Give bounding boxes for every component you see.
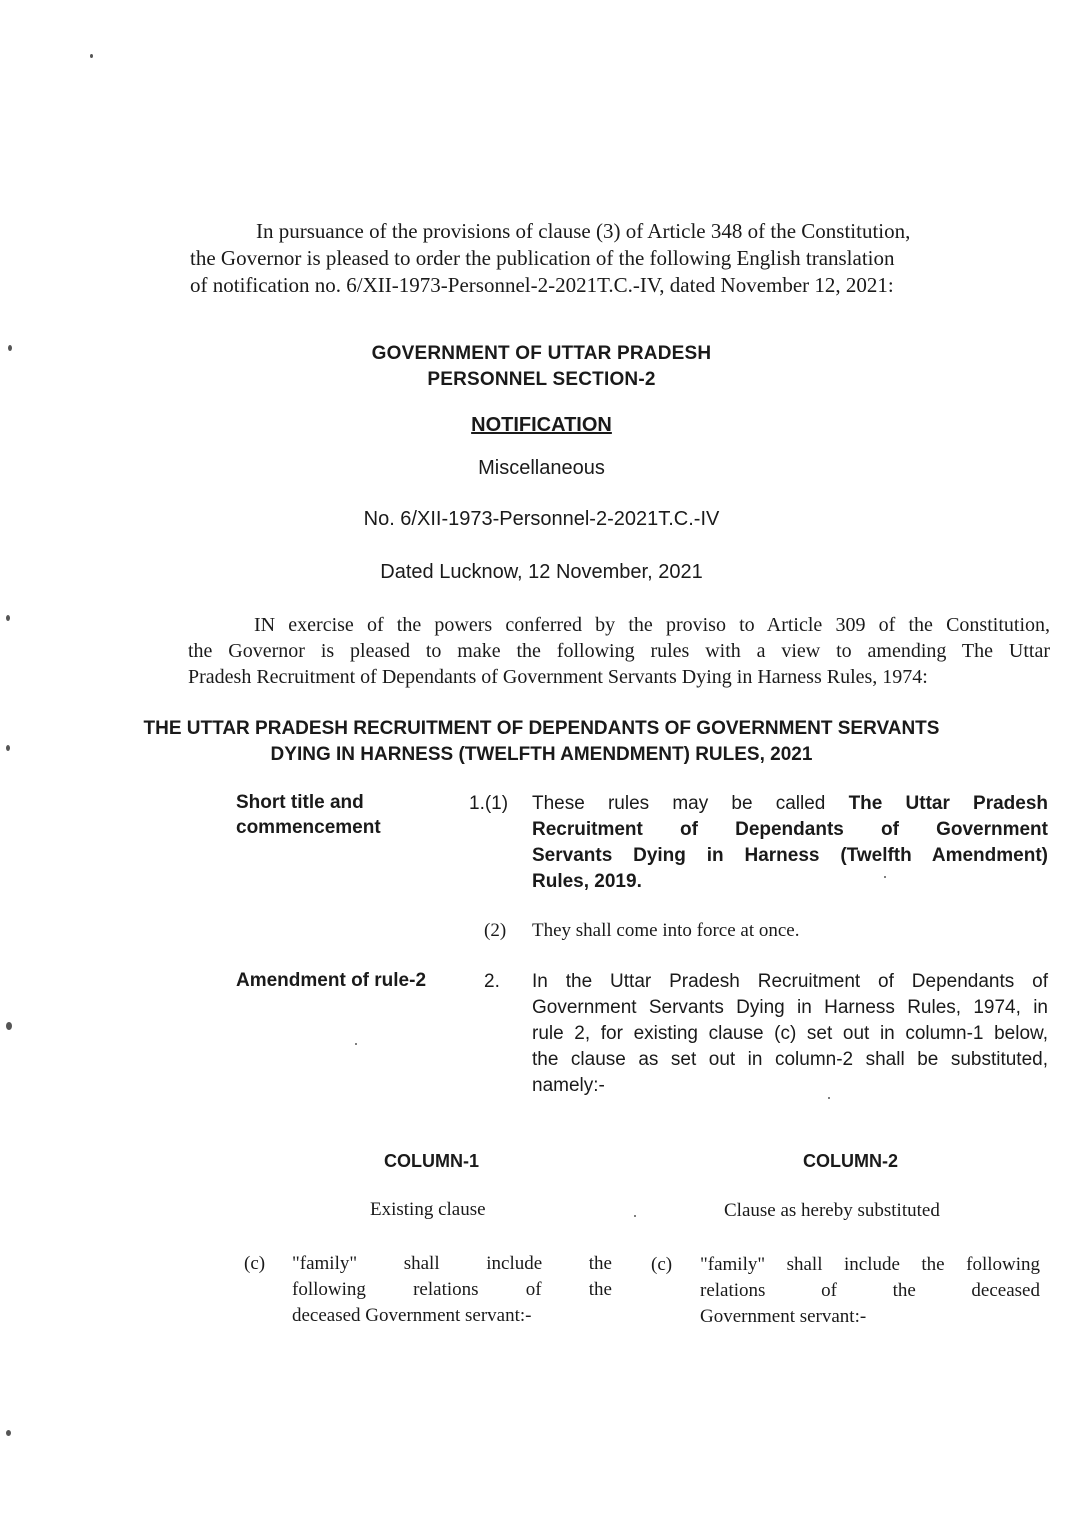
dated-line: Dated Lucknow, 12 November, 2021 bbox=[380, 561, 703, 583]
side-heading-line: commencement bbox=[236, 817, 381, 838]
intro-paragraph bbox=[190, 218, 1050, 299]
column-2-line: relations of the deceased bbox=[700, 1280, 1040, 1301]
column-1-line: following relations of the bbox=[292, 1279, 612, 1300]
rule1-number: 1.(1) bbox=[469, 793, 509, 814]
intro-line: of notification no. 6/XII-1973-Personnel-2-2021T.C.-IV, dated November 12, 2021: bbox=[190, 273, 894, 297]
notification-heading: NOTIFICATION bbox=[471, 414, 612, 436]
rule1-text-bold: The Uttar Pradesh bbox=[848, 793, 1049, 814]
column-1-heading: COLUMN-1 bbox=[384, 1151, 479, 1171]
notification-number: No. 6/XII-1973-Personnel-2-2021T.C.-IV bbox=[363, 508, 720, 530]
preamble-paragraph bbox=[188, 612, 1050, 690]
column-1-line: "family" shall include the bbox=[292, 1253, 612, 1274]
column-1-clause-label: (c) bbox=[244, 1253, 266, 1274]
column-2-clause-text bbox=[700, 1252, 1040, 1330]
column-2-clause-label: (c) bbox=[651, 1254, 673, 1275]
rule1-sub-text: They shall come into force at once. bbox=[532, 920, 800, 941]
scan-speck bbox=[90, 54, 93, 58]
column-2-heading: COLUMN-2 bbox=[803, 1151, 898, 1171]
rule2-line: In the Uttar Pradesh Recruitment of Dependants of bbox=[532, 971, 1048, 992]
column-1-clause-text bbox=[292, 1251, 612, 1329]
rule1-side-heading bbox=[236, 790, 436, 840]
rule2-line: namely:- bbox=[532, 1075, 605, 1096]
rule2-line: Government Servants Dying in Harness Rules, 1974, in bbox=[532, 997, 1048, 1018]
preamble-line: Pradesh Recruitment of Dependants of Government Servants Dying in Harness Rules, 1974: bbox=[188, 666, 928, 688]
side-heading-line: Short title and bbox=[236, 792, 364, 813]
rule1-text-bold: Recruitment of Dependants of Government bbox=[532, 819, 1048, 840]
rule1-text-bold: Servants Dying in Harness (Twelfth Amendment) bbox=[532, 845, 1048, 866]
scan-speck bbox=[8, 345, 12, 351]
scan-speck bbox=[828, 1097, 830, 1099]
rule2-number: 2. bbox=[484, 971, 500, 992]
rules-title-line-2: DYING IN HARNESS (TWELFTH AMENDMENT) RULES, 2021 bbox=[270, 744, 813, 765]
column-2-line: "family" shall include the following bbox=[700, 1254, 1040, 1275]
preamble-line: the Governor is pleased to make the following rules with a view to amending The Uttar bbox=[188, 640, 1050, 662]
column-1-line: deceased Government servant:- bbox=[292, 1305, 532, 1326]
rule1-text-bold: Rules, 2019. bbox=[532, 871, 642, 892]
scan-speck bbox=[355, 1043, 357, 1045]
scan-speck bbox=[6, 1430, 11, 1436]
rule2-text bbox=[532, 969, 1048, 1099]
rule1-text-plain: These rules may be called bbox=[532, 793, 826, 814]
scan-speck bbox=[884, 876, 886, 878]
rule2-line: rule 2, for existing clause (c) set out in column-1 below, bbox=[532, 1023, 1048, 1044]
section-heading: PERSONNEL SECTION-2 bbox=[427, 369, 656, 390]
column-2-subheading: Clause as hereby substituted bbox=[724, 1200, 940, 1221]
scan-speck bbox=[6, 615, 10, 621]
column-1-subheading: Existing clause bbox=[370, 1199, 486, 1220]
scan-speck bbox=[6, 745, 10, 751]
rule1-text bbox=[532, 791, 1048, 895]
rule2-line: the clause as set out in column-2 shall be substituted, bbox=[532, 1049, 1048, 1070]
column-2-line: Government servant:- bbox=[700, 1306, 867, 1327]
preamble-line: IN exercise of the powers conferred by the proviso to Article 309 of the Constitution, bbox=[254, 614, 1050, 636]
government-heading: GOVERNMENT OF UTTAR PRADESH bbox=[371, 343, 712, 364]
scan-speck bbox=[634, 1215, 636, 1217]
intro-line: the Governor is pleased to order the publication of the following English translation bbox=[190, 246, 895, 270]
category-label: Miscellaneous bbox=[478, 457, 605, 479]
intro-line: In pursuance of the provisions of clause (3) of Article 348 of the Constitution, bbox=[256, 219, 911, 243]
scan-speck bbox=[6, 1022, 12, 1030]
rule2-side-heading: Amendment of rule-2 bbox=[236, 970, 427, 991]
rule1-sub-number: (2) bbox=[484, 920, 507, 941]
rules-title-line-1: THE UTTAR PRADESH RECRUITMENT OF DEPENDANTS OF GOVERNMENT SERVANTS bbox=[143, 718, 940, 739]
